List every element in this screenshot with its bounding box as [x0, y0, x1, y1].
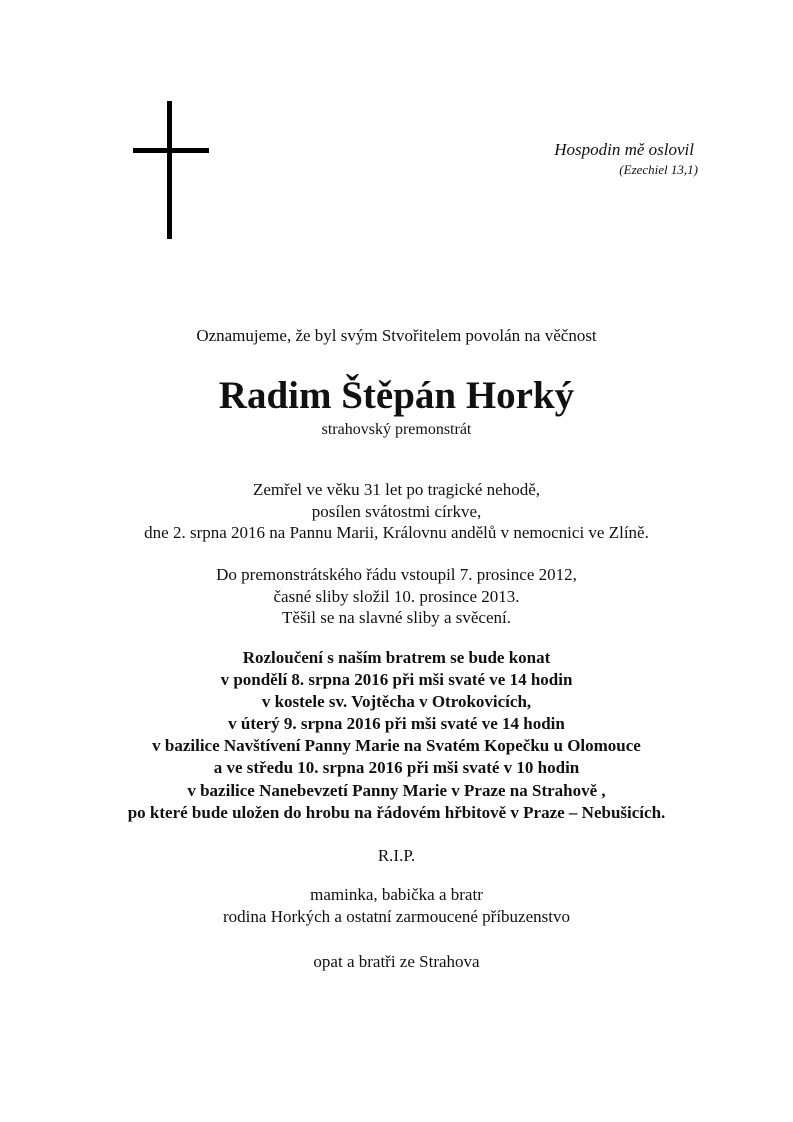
deceased-title: [0, 420, 793, 440]
farewell-line: v bazilice Navštívení Panny Marie na Svatém Kopečku u Olomouce: [152, 736, 641, 756]
family-signature: [0, 884, 793, 927]
cross-horizontal-bar: [133, 148, 209, 153]
announcement: [0, 325, 793, 347]
cross-icon: [133, 101, 209, 239]
order-info: [0, 564, 793, 629]
deceased-name: Radim Štěpán Horký: [218, 374, 575, 417]
announcement-text: Oznamujeme, že byl svým Stvořitelem povolán na věčnost: [196, 326, 597, 345]
motto-reference: (Ezechiel 13,1): [619, 162, 698, 177]
order-info-line: Těšil se na slavné sliby a svěcení.: [282, 608, 511, 628]
cross-vertical-bar: [167, 101, 172, 239]
farewell-line: Rozloučení s naším bratrem se bude konat: [242, 648, 551, 667]
motto: [520, 138, 698, 178]
motto-text: Hospodin mě oslovil: [554, 140, 694, 159]
death-info-line: posílen svátostmi církve,: [311, 501, 482, 521]
confreres-text: opat a bratři ze Strahova: [313, 952, 480, 971]
family-line: rodina Horkých a ostatní zarmoucené příbuzenstvo: [223, 906, 570, 926]
farewell-line: a ve středu 10. srpna 2016 při mši svaté v 10 hodin: [213, 758, 580, 778]
family-line: maminka, babička a bratr: [310, 885, 483, 904]
rip: [0, 845, 793, 867]
farewell-line: po které bude uložen do hrobu na řádovém hřbitově v Praze – Nebušicích.: [127, 802, 666, 822]
farewell-line: v bazilice Nanebevzetí Panny Marie v Praze na Strahově ,: [187, 780, 606, 800]
farewell-line: v kostele sv. Vojtěcha v Otrokovicích,: [261, 692, 532, 712]
death-info-line: dne 2. srpna 2016 na Pannu Marii, Královnu andělů v nemocnici ve Zlíně.: [144, 523, 649, 543]
farewell-line: v pondělí 8. srpna 2016 při mši svaté ve 14 hodin: [220, 670, 573, 690]
farewell-line: v úterý 9. srpna 2016 při mši svaté ve 14 hodin: [228, 714, 565, 734]
death-info-line: Zemřel ve věku 31 let po tragické nehodě,: [253, 480, 540, 499]
order-info-line: časné sliby složil 10. prosince 2013.: [273, 586, 520, 606]
farewell-info: [0, 647, 793, 824]
rip-text: R.I.P.: [377, 846, 416, 865]
confreres-signature: [0, 951, 793, 973]
deceased-title-text: strahovský premonstrát: [321, 421, 472, 438]
death-info: [0, 479, 793, 544]
order-info-line: Do premonstrátského řádu vstoupil 7. prosince 2012,: [216, 565, 577, 584]
